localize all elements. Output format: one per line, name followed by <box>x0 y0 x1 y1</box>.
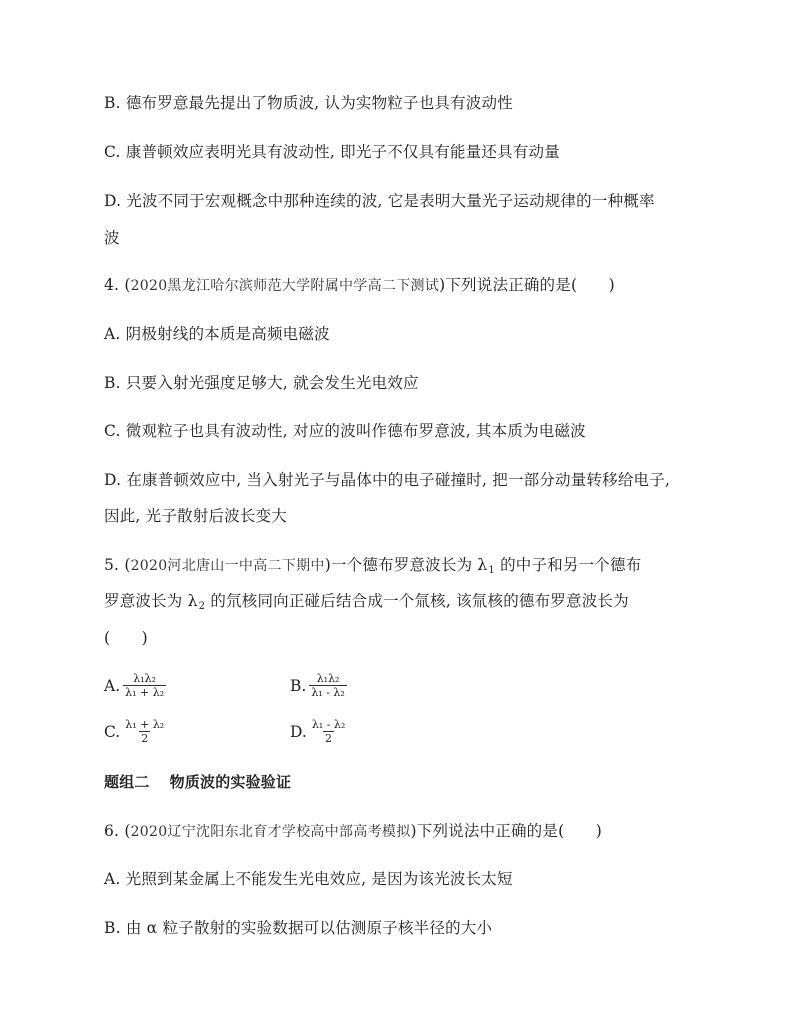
q5-option-b-label: B. <box>290 676 307 695</box>
q6-source: 2020辽宁沈阳东北育才学校高中部高考模拟 <box>130 824 411 840</box>
group-title: 物质波的实验验证 <box>169 773 292 791</box>
q5-subscript-1: 1 <box>488 565 495 576</box>
q3-option-b: B. 德布罗意最先提出了物质波, 认为实物粒子也具有波动性 <box>104 94 513 112</box>
q5-option-a <box>104 672 166 699</box>
q4-option-d-line2: 因此, 光子散射后波长变大 <box>104 507 287 525</box>
q5-option-b <box>290 672 347 699</box>
q5-option-d-fraction <box>310 718 347 745</box>
q4-option-c: C. 微观粒子也具有波动性, 对应的波叫作德布罗意波, 其本质为电磁波 <box>104 422 586 440</box>
q5-stem-line1 <box>104 555 641 581</box>
q6-stem <box>104 821 602 842</box>
q5-option-a-label: A. <box>104 676 121 695</box>
q5-option-c <box>104 718 166 745</box>
q6-stem-text: )下列说法中正确的是( ) <box>410 822 602 840</box>
fraction-numerator: λ₁λ₂ <box>133 672 156 685</box>
q5-option-b-fraction <box>309 672 346 699</box>
q5-option-d <box>290 718 347 745</box>
fraction-numerator: λ₁ - λ₂ <box>311 718 346 731</box>
fraction-denominator: 2 <box>325 732 333 745</box>
fraction-denominator: λ₁ + λ₂ <box>125 686 165 699</box>
q5-option-d-label: D. <box>290 722 307 741</box>
fraction-numerator: λ₁ + λ₂ <box>125 718 165 731</box>
q5-stem-text-1b: 的中子和另一个德布 <box>494 556 642 574</box>
q5-stem-line3: ( ) <box>104 629 148 647</box>
q4-stem <box>104 275 615 296</box>
q5-stem-line2 <box>104 591 629 617</box>
q5-option-a-fraction <box>123 672 166 699</box>
q4-number: 4. ( <box>104 276 131 294</box>
group-heading <box>104 772 291 792</box>
q3-option-d-line2: 波 <box>104 229 120 247</box>
fraction-denominator: λ₁ - λ₂ <box>311 686 345 699</box>
q5-number: 5. ( <box>104 556 131 574</box>
fraction-numerator: λ₁λ₂ <box>316 672 340 685</box>
q6-number: 6. ( <box>104 822 131 840</box>
q4-option-a: A. 阴极射线的本质是高频电磁波 <box>104 325 330 343</box>
q5-stem-text-2a: 罗意波长为 λ <box>104 592 198 610</box>
q3-option-d-line1: D. 光波不同于宏观概念中那种连续的波, 它是表明大量光子运动规律的一种概率 <box>104 192 655 210</box>
q5-source: 2020河北唐山一中高二下期中 <box>130 558 325 574</box>
q6-option-b: B. 由 α 粒子散射的实验数据可以估测原子核半径的大小 <box>104 919 493 937</box>
fraction-denominator: 2 <box>141 732 149 745</box>
q4-stem-text: )下列说法正确的是( ) <box>439 276 615 294</box>
q5-stem-text-2b: 的氘核同向正碰后结合成一个氚核, 该氚核的德布罗意波长为 <box>205 592 629 610</box>
group-label: 题组二 <box>104 773 150 791</box>
q4-option-b: B. 只要入射光强度足够大, 就会发生光电效应 <box>104 374 419 392</box>
q5-stem-text-1a: )一个德布罗意波长为 λ <box>324 556 488 574</box>
q6-option-a: A. 光照到某金属上不能发生光电效应, 是因为该光波长太短 <box>104 870 513 888</box>
q5-option-c-fraction <box>123 718 166 745</box>
q5-option-c-label: C. <box>104 722 121 741</box>
q5-subscript-2: 2 <box>198 601 206 612</box>
q3-option-c: C. 康普顿效应表明光具有波动性, 即光子不仅具有能量还具有动量 <box>104 143 560 161</box>
q4-option-d-line1: D. 在康普顿效应中, 当入射光子与晶体中的电子碰撞时, 把一部分动量转移给电子, <box>104 471 671 489</box>
q4-source: 2020黑龙江哈尔滨师范大学附属中学高二下测试 <box>130 278 440 294</box>
